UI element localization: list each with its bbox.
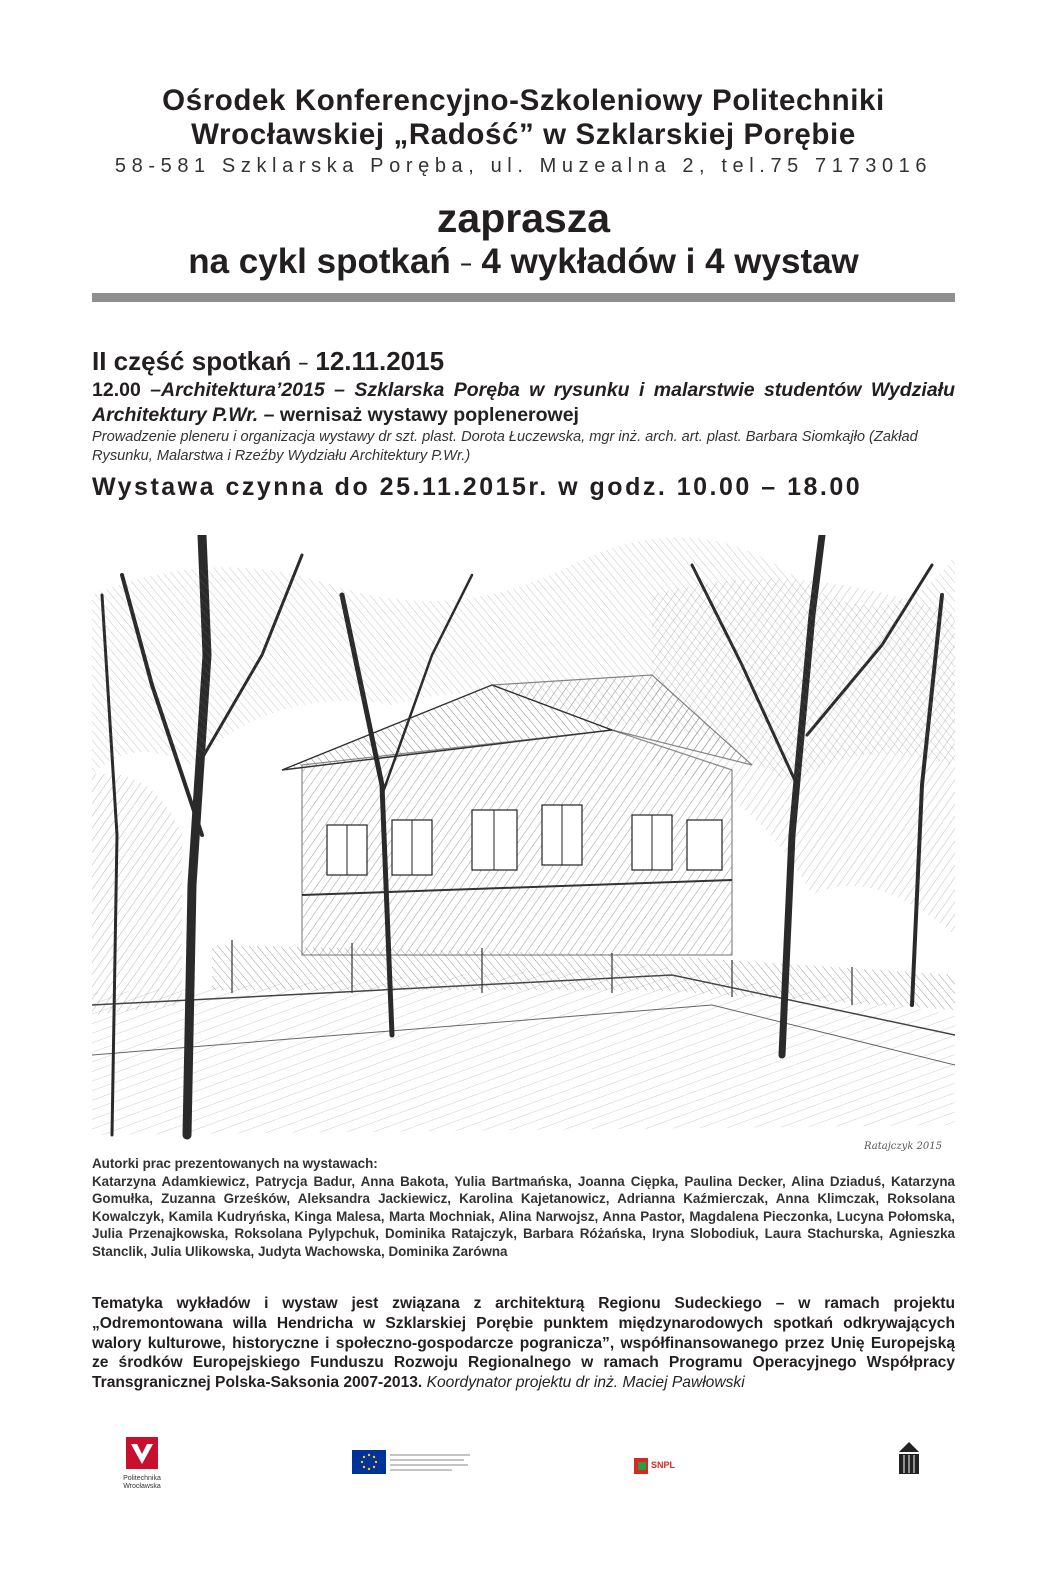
- project-coordinator: Koordynator projektu dr inż. Maciej Pawłowski: [422, 1374, 745, 1392]
- lecture-tail: – wernisaż wystawy poplenerowej: [258, 403, 579, 426]
- event-part-label: II część spotkań: [92, 345, 292, 376]
- politechnika-wroclawska-logo: [122, 1436, 162, 1491]
- book-house-icon: [897, 1442, 921, 1476]
- project-text: Tematyka wykładów i wystaw jest związana z architekturą Regionu Sudeckiego – w ramach projektu „Odremontowana willa Hendricha w Szklarskiej Porębie punktem międzynarodowych spotkań odkrywających walory kulturowe, historyczne i społeczno-gospodarcze pogranicza”, współfinansowanego przez Unię Europejską ze środków Europejskiego Funduszu Rozwoju Regionalnego w ramach Programu Operacyjnego Współpracy Transgranicznej Polska-Saksonia 2007-2013.: [92, 1295, 955, 1392]
- lecture-title: –Architektura’2015 – Szklarska Poręba w rysunku i malarstwie studentów Wydziału Architektury P.Wr.: [92, 378, 955, 426]
- invite-subtitle-b: 4 wykładów i 4 wystaw: [481, 242, 859, 281]
- sketch-signature: Ratajczyk 2015: [864, 1141, 943, 1152]
- venue-title-line-1: Ośrodek Konferencyjno-Szkoleniowy Politechniki: [162, 84, 885, 117]
- villa-pencil-sketch: [92, 535, 955, 1157]
- invite-subtitle: [92, 242, 955, 284]
- snpl-logo: [634, 1456, 686, 1476]
- authors-heading: Autorki prac prezentowanych na wystawach:: [92, 1156, 378, 1171]
- invite-title: zaprasza: [436, 195, 611, 241]
- project-description: [92, 1294, 955, 1393]
- exhibition-hours: Wystawa czynna do 25.11.2015r. w godz. 10.00 – 18.00: [92, 472, 863, 501]
- pwr-caption-1: Politechnika: [123, 1475, 161, 1482]
- poster-header: [92, 84, 955, 502]
- event-part: [92, 346, 955, 378]
- lecture-description: [92, 378, 955, 428]
- sponsor-logos: [92, 1430, 955, 1510]
- pwr-caption-2: Wrocławska: [123, 1483, 161, 1490]
- venue-address: 58-581 Szklarska Poręba, ul. Muzealna 2, tel.75 7173016: [114, 155, 933, 177]
- venue-title-line-2: Wrocławskiej „Radość” w Szklarskiej Porębie: [191, 118, 856, 151]
- invite-subtitle-dash: –: [460, 252, 472, 275]
- lecture-organizers: Prowadzenie pleneru i organizacja wystawy dr szt. plast. Dorota Łuczewska, mgr inż. arch. art. plast. Barbara Siomkajło (Zakład Rysunku, Malarstwa i Rzeźby Wydziału Architektury P.Wr.): [92, 428, 918, 464]
- lecture-time: 12.00: [92, 378, 141, 401]
- header-divider: [92, 293, 955, 302]
- snpl-text: SNPL: [651, 1460, 676, 1470]
- pwr-emblem-icon: [125, 1436, 159, 1470]
- authors-section: [92, 1155, 955, 1261]
- eu-flag-logo: [352, 1450, 472, 1474]
- event-part-date: 12.11.2015: [315, 345, 445, 376]
- event-part-dash: –: [298, 352, 309, 372]
- authors-names: Katarzyna Adamkiewicz, Patrycja Badur, Anna Bakota, Yulia Bartmańska, Joanna Cięрka, Paulina Decker, Alina Dziaduś, Katarzyna Gomułka, Zuzanna Grześków, Aleksandra Jackiewicz, Karolina Kajetanowicz, Adrianna Kaźmierczak, Anna Klimczak, Roksolana Kowalczyk, Kamila Kudryńska, Kinga Malesa, Marta Mochniak, Alina Narwojsz, Anna Pastor, Magdalena Pieczonka, Lucyna Połomska, Julia Przenajkowska, Roksolana Pylypchuk, Dominika Ratajczyk, Barbara Różańska, Iryna Slobodiuk, Laura Stachurska, Agnieszka Stanclik, Julia Ulikowska, Judyta Wachowska, Dominika Zarówna: [92, 1173, 955, 1259]
- invite-subtitle-a: na cykl spotkań: [188, 242, 451, 281]
